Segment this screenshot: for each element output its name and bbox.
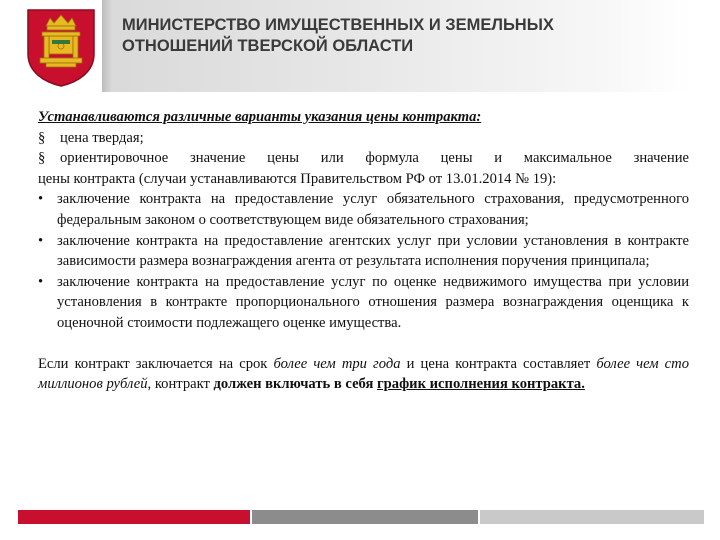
- list-item-approx-price: [38, 148, 689, 169]
- final-text: , контракт: [147, 376, 214, 393]
- bullet-item-appraisal: [38, 272, 689, 334]
- bullet-icon: •: [38, 232, 44, 249]
- final-amount-italic: более чем сто миллионов рублей: [38, 355, 689, 393]
- item-text-line1: ориентировочное значение цены или формула цены и максимальное значение: [60, 150, 689, 167]
- bullet-icon: •: [38, 273, 44, 290]
- main-content: [38, 107, 689, 395]
- bullet-text: заключение контракта на предоставление услуг обязательного страхования, предусмотренного федеральным законом о соответствующем виде обязательного страхования;: [57, 191, 689, 228]
- bullet-icon: •: [38, 191, 44, 208]
- square-bullet-icon: §: [38, 150, 46, 167]
- final-text: Если контракт заключается на срок: [38, 355, 274, 372]
- header: [0, 0, 720, 92]
- item-text: цена твердая;: [60, 129, 144, 146]
- ministry-title-line1: МИНИСТЕРСТВО ИМУЩЕСТВЕННЫХ И ЗЕМЕЛЬНЫХ: [122, 16, 554, 34]
- footer-segment-red: [18, 510, 250, 524]
- bullet-item-agency: [38, 231, 689, 272]
- final-requirement-bold: должен включать в себя: [213, 376, 374, 393]
- footer-segment-gray: [252, 510, 478, 524]
- section-heading: Устанавливаются различные варианты указания цены контракта:: [38, 109, 482, 125]
- list-item-approx-price-cont: цены контракта (случаи устанавливаются Правительством РФ от 13.01.2014 № 19):: [38, 170, 557, 187]
- footer-segment-light: [480, 510, 704, 524]
- final-paragraph: [38, 354, 689, 395]
- ministry-title-line2: ОТНОШЕНИЙ ТВЕРСКОЙ ОБЛАСТИ: [122, 37, 414, 55]
- list-item-fixed-price: [38, 128, 689, 149]
- final-schedule-underlined: график исполнения контракта.: [377, 376, 585, 393]
- bullet-text: заключение контракта на предоставление агентских услуг при условии установления в контракте зависимости размера вознаграждения агента от результата исполнения поручения принципала;: [57, 232, 689, 270]
- tver-coat-of-arms-icon: [22, 6, 100, 88]
- square-bullet-icon: §: [38, 129, 46, 146]
- final-term-italic: более чем три года: [273, 355, 401, 372]
- bullet-item-insurance: [38, 189, 689, 230]
- bullet-text: заключение контракта на предоставление услуг по оценке недвижимого имущества при условии установления в контракте пропорционального отношения размера вознаграждения оценщика к оценочной стоимости подлежащего оценке имущества.: [57, 273, 689, 331]
- final-text: и цена контракта составляет: [400, 355, 597, 372]
- footer-bar: [18, 510, 704, 524]
- ministry-title: [122, 15, 682, 57]
